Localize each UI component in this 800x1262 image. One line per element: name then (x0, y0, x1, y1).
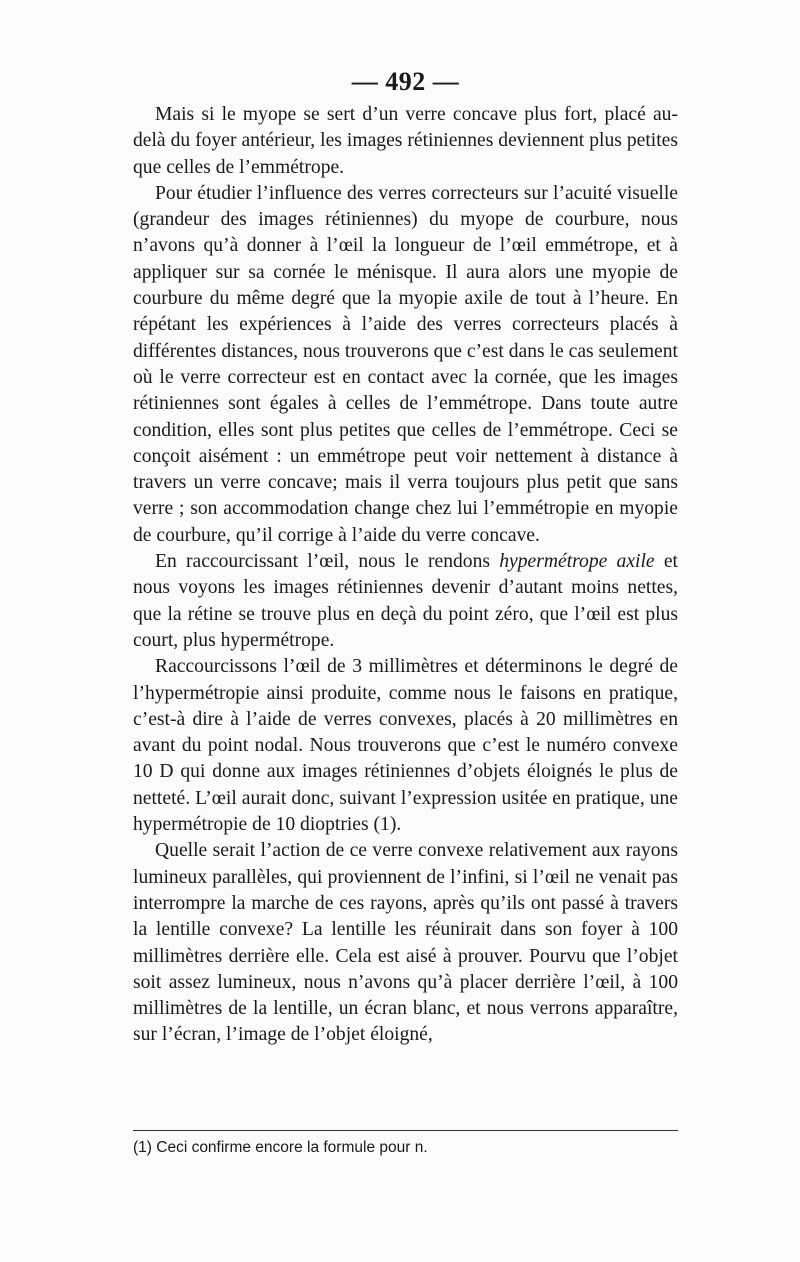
footnote-divider (133, 1130, 678, 1131)
book-page (133, 62, 678, 1212)
paragraph-1: Mais si le myope se sert d’un verre concave plus fort, placé au-delà du foyer antérieur, les images rétiniennes deviennent plus petites que celles de l’emmétrope. (133, 104, 678, 178)
body-text (133, 102, 678, 1049)
footnote: (1) Ceci confirme encore la formule pour n. (133, 1139, 428, 1156)
paragraph-3-after: et nous voyons les images rétiniennes devenir d’autant moins nettes, que la rétine se trouve plus en deçà du point zéro, que l’œil est plus court, plus hypermétrope. (133, 551, 678, 651)
page-number: — 492 — (351, 67, 460, 96)
paragraph-5: Quelle serait l’action de ce verre convexe relativement aux rayons lumineux parallèles, qui proviennent de l’infini, si l’œil ne venait pas interrompre la marche de ces rayons, après qu’ils ont passé à travers la lentille convexe? La lentille les réunirait dans son foyer à 100 millimètres derrière elle. Cela est aisé à prouver. Pourvu que l’objet soit assez lumineux, nous n’avons qu’à placer derrière l’œil, à 100 millimètres de la lentille, un écran blanc, et nous verrons apparaître, sur l’écran, l’image de l’objet éloigné, (133, 840, 678, 1046)
paragraph-3 (133, 549, 678, 654)
paragraph-2: Pour étudier l’influence des verres correcteurs sur l’acuité visuelle (grandeur des images rétiniennes) du myope de courbure, nous n’avons qu’à donner à l’œil la longueur de l’œil emmétrope, et à appliquer sur sa cornée le ménisque. Il aura alors une myopie de courbure du même degré que la myopie axile de tout à l’heure. En répétant les expériences à l’aide des verres correcteurs placés à différentes distances, nous trouverons que c’est dans le cas seulement où le verre correcteur est en contact avec la cornée, que les images rétiniennes sont égales à celles de l’emmétrope. Dans toute autre condition, elles sont plus petites que celles de l’emmétrope. Ceci se conçoit aisément : un emmétrope peut voir nettement à distance à travers un verre concave; mais il verra toujours plus petit que sans verre ; son accommodation change chez lui l’emmétropie en myopie de courbure, qu’il corrige à l’aide du verre concave. (133, 182, 678, 546)
paragraph-4: Raccourcissons l’œil de 3 millimètres et déterminons le degré de l’hypermétropie ainsi produite, comme nous le faisons en pratique, c’est-à dire à l’aide de verres convexes, placés à 20 millimètres en avant du point nodal. Nous trouverons que c’est le numéro convexe 10 D qui donne aux images rétiniennes d’objets éloignés le plus de netteté. L’œil aurait donc, suivant l’expression usitée en pratique, une hypermétropie de 10 dioptries (1). (133, 656, 678, 836)
paragraph-3-emphasis: hypermétrope axile (499, 551, 655, 573)
paragraph-3-before: En raccourcissant l’œil, nous le rendons (155, 551, 500, 573)
